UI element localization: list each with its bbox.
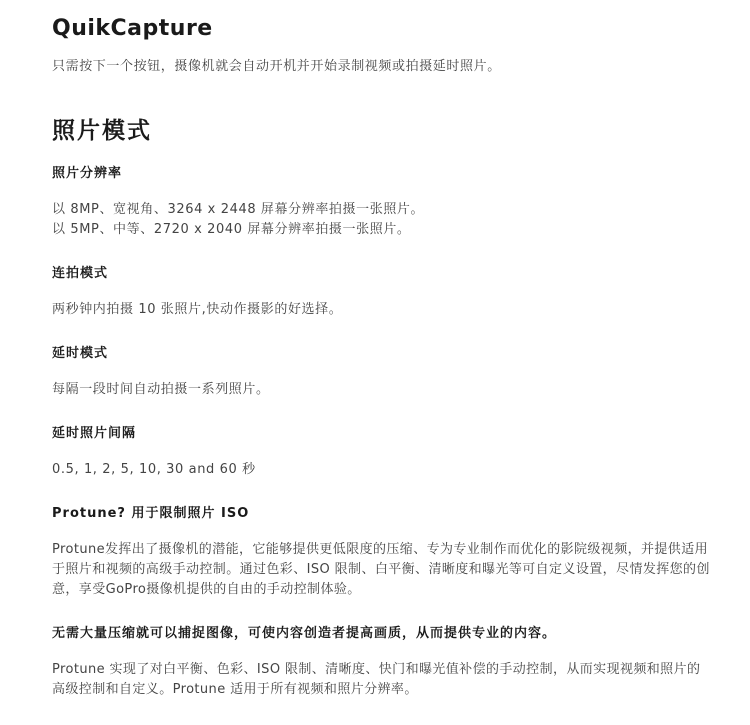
timelapse-heading: 延时模式: [52, 346, 109, 361]
interval-heading: 延时照片间隔: [52, 426, 137, 441]
quikcapture-description: 只需按下一个按钮，摄像机就会自动开机并开始录制视频或拍摄延时照片。: [52, 59, 501, 74]
resolution-line-2: 以 5MP、中等、2720 x 2040 屏幕分辨率拍摄一张照片。: [52, 222, 411, 237]
timelapse-text: 每隔一段时间自动拍摄一系列照片。: [52, 382, 270, 397]
quikcapture-title: QuikCapture: [52, 16, 213, 41]
no-compression-heading: 无需大量压缩就可以捕捉图像，可使内容创造者提高画质，从而提供专业的内容。: [52, 626, 557, 641]
burst-text: 两秒钟内拍摄 10 张照片,快动作摄影的好选择。: [52, 302, 343, 317]
protune-heading: Protune? 用于限制照片 ISO: [52, 506, 250, 521]
photo-mode-title: 照片模式: [52, 118, 152, 144]
resolution-heading: 照片分辨率: [52, 166, 123, 181]
interval-text: 0.5, 1, 2, 5, 10, 30 and 60 秒: [52, 462, 256, 477]
no-compression-text: Protune 实现了对白平衡、色彩、ISO 限制、清晰度、快门和曝光值补偿的手动控制，从而实现视频和照片的高级控制和自定义。Protune 适用于所有视频和照片分辨率。: [52, 662, 701, 697]
resolution-line-1: 以 8MP、宽视角、3264 x 2448 屏幕分辨率拍摄一张照片。: [52, 202, 425, 217]
burst-heading: 连拍模式: [52, 266, 109, 281]
protune-text: Protune发挥出了摄像机的潜能，它能够提供更低限度的压缩、专为专业制作而优化的影院级视频，并提供适用于照片和视频的高级手动控制。通过色彩、ISO 限制、白平衡、清晰度和曝光等可自定义设置，尽情发挥您的创意，享受GoPro摄像机提供的自由的手动控制体验。: [52, 542, 710, 597]
